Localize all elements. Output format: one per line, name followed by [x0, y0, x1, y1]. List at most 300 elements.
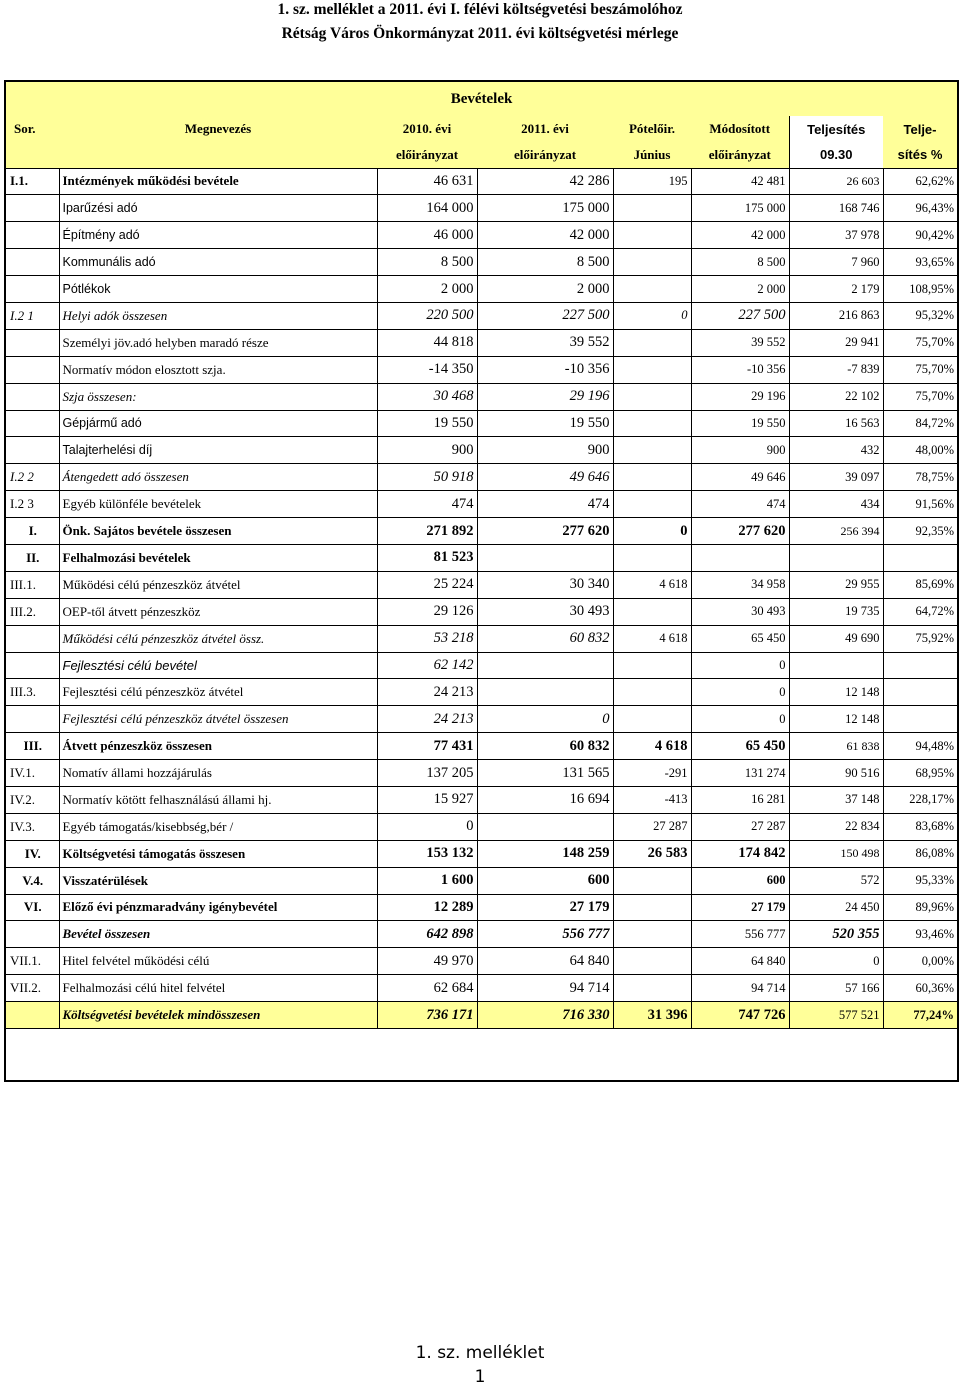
table-row	[6, 867, 957, 894]
table-row	[6, 813, 957, 840]
cell-v2010: 29 126	[377, 598, 477, 625]
table-row	[6, 625, 957, 652]
cell-v2010: 1 600	[377, 867, 477, 894]
cell-pct: 93,46%	[883, 921, 957, 948]
cell-telj: 37 148	[789, 786, 883, 813]
cell-sor	[6, 383, 59, 410]
cell-mod: 65 450	[691, 733, 789, 760]
cell-potel	[613, 437, 691, 464]
cell-sor: VII.2.	[6, 975, 59, 1002]
table-row	[6, 706, 957, 733]
cell-v2011: 60 832	[477, 625, 613, 652]
cell-mod: 27 179	[691, 894, 789, 921]
header-2011-line2: előirányzat	[477, 142, 613, 168]
table-row	[6, 168, 957, 195]
cell-sor: I.2 3	[6, 491, 59, 518]
cell-name: Működési célú pénzeszköz átvétel	[59, 571, 377, 598]
cell-v2010: 153 132	[377, 840, 477, 867]
cell-v2011: 16 694	[477, 786, 613, 813]
cell-sor: V.4.	[6, 867, 59, 894]
cell-v2011: 27 179	[477, 894, 613, 921]
cell-v2010: 12 289	[377, 894, 477, 921]
cell-pct: 0,00%	[883, 948, 957, 975]
cell-sor	[6, 625, 59, 652]
cell-potel: 4 618	[613, 733, 691, 760]
cell-sor	[6, 706, 59, 733]
header-2011-line1: 2011. évi	[477, 116, 613, 142]
cell-v2010: 15 927	[377, 786, 477, 813]
table-row	[6, 894, 957, 921]
cell-pct: 95,33%	[883, 867, 957, 894]
cell-potel: 0	[613, 302, 691, 329]
header-mod-line2: előirányzat	[691, 142, 789, 168]
cell-v2011: 227 500	[477, 302, 613, 329]
cell-telj: 7 960	[789, 249, 883, 276]
cell-telj: 26 603	[789, 168, 883, 195]
cell-sor	[6, 276, 59, 303]
cell-v2010: 44 818	[377, 329, 477, 356]
cell-v2010: 46 000	[377, 222, 477, 249]
cell-v2010: 474	[377, 491, 477, 518]
table-row	[6, 437, 957, 464]
cell-pct	[883, 706, 957, 733]
cell-v2010: 25 224	[377, 571, 477, 598]
cell-v2011: 64 840	[477, 948, 613, 975]
cell-v2010: 271 892	[377, 518, 477, 545]
cell-v2010: 8 500	[377, 249, 477, 276]
header-sor: Sor.	[6, 116, 59, 142]
cell-telj: 216 863	[789, 302, 883, 329]
cell-telj: 22 102	[789, 383, 883, 410]
header-potel-line1: Pótelőir.	[613, 116, 691, 142]
cell-pct	[883, 652, 957, 679]
cell-pct: 60,36%	[883, 975, 957, 1002]
cell-sor	[6, 356, 59, 383]
cell-potel	[613, 249, 691, 276]
cell-v2010: 77 431	[377, 733, 477, 760]
cell-potel: 26 583	[613, 840, 691, 867]
cell-v2010: 19 550	[377, 410, 477, 437]
cell-pct: 77,24%	[883, 1002, 957, 1029]
cell-v2011: 148 259	[477, 840, 613, 867]
cell-pct: 48,00%	[883, 437, 957, 464]
cell-mod: 8 500	[691, 249, 789, 276]
cell-mod: 747 726	[691, 1002, 789, 1029]
cell-name: Intézmények működési bevétele	[59, 168, 377, 195]
cell-name: Helyi adók összesen	[59, 302, 377, 329]
cell-potel	[613, 329, 691, 356]
cell-v2011: 716 330	[477, 1002, 613, 1029]
cell-potel	[613, 921, 691, 948]
table-row	[6, 518, 957, 545]
table-row	[6, 356, 957, 383]
cell-pct: 75,70%	[883, 356, 957, 383]
cell-name: Személyi jöv.adó helyben maradó része	[59, 329, 377, 356]
cell-potel: 31 396	[613, 1002, 691, 1029]
cell-mod: 474	[691, 491, 789, 518]
cell-pct	[883, 544, 957, 571]
cell-potel	[613, 491, 691, 518]
cell-pct: 64,72%	[883, 598, 957, 625]
header-mod-line1: Módosított	[691, 116, 789, 142]
cell-v2010: 81 523	[377, 544, 477, 571]
page-number: 1	[474, 1367, 486, 1387]
cell-pct: 86,08%	[883, 840, 957, 867]
section-title: Bevételek	[6, 82, 957, 116]
cell-name: Átengedett adó összesen	[59, 464, 377, 491]
cell-sor: I.2 2	[6, 464, 59, 491]
cell-pct: 92,35%	[883, 518, 957, 545]
table-row	[6, 410, 957, 437]
table-row	[6, 948, 957, 975]
cell-telj: 19 735	[789, 598, 883, 625]
cell-sor: VI.	[6, 894, 59, 921]
cell-v2011: 131 565	[477, 760, 613, 787]
cell-telj: 434	[789, 491, 883, 518]
cell-potel	[613, 410, 691, 437]
cell-sor: II.	[6, 544, 59, 571]
cell-v2011: 30 493	[477, 598, 613, 625]
table-row	[6, 786, 957, 813]
cell-telj: 22 834	[789, 813, 883, 840]
header-2010-line1: 2010. évi	[377, 116, 477, 142]
cell-v2010: 62 684	[377, 975, 477, 1002]
cell-name: Szja összesen:	[59, 383, 377, 410]
cell-telj: 520 355	[789, 921, 883, 948]
cell-mod: 19 550	[691, 410, 789, 437]
cell-name: Egyéb támogatás/kisebbség,bér /	[59, 813, 377, 840]
header-potel-line2: Június	[613, 142, 691, 168]
cell-name: Egyéb különféle bevételek	[59, 491, 377, 518]
cell-v2010: 642 898	[377, 921, 477, 948]
cell-potel	[613, 948, 691, 975]
cell-telj: 572	[789, 867, 883, 894]
cell-telj	[789, 652, 883, 679]
cell-sor: I.	[6, 518, 59, 545]
cell-mod: 49 646	[691, 464, 789, 491]
cell-name: Működési célú pénzeszköz átvétel össz.	[59, 625, 377, 652]
cell-name: Talajterhelési díj	[59, 437, 377, 464]
cell-mod	[691, 544, 789, 571]
cell-name: Önk. Sajátos bevétele összesen	[59, 518, 377, 545]
cell-potel	[613, 867, 691, 894]
cell-potel: 27 287	[613, 813, 691, 840]
table-row	[6, 383, 957, 410]
cell-telj: 57 166	[789, 975, 883, 1002]
cell-potel	[613, 383, 691, 410]
cell-v2010: 0	[377, 813, 477, 840]
cell-mod: 29 196	[691, 383, 789, 410]
cell-v2011: 175 000	[477, 195, 613, 222]
cell-pct: 68,95%	[883, 760, 957, 787]
cell-mod: 131 274	[691, 760, 789, 787]
cell-v2010: 46 631	[377, 168, 477, 195]
cell-potel	[613, 598, 691, 625]
cell-v2011: -10 356	[477, 356, 613, 383]
cell-telj: 432	[789, 437, 883, 464]
cell-v2011	[477, 679, 613, 706]
cell-potel: -291	[613, 760, 691, 787]
cell-telj: 150 498	[789, 840, 883, 867]
cell-v2011: 900	[477, 437, 613, 464]
cell-potel	[613, 222, 691, 249]
table-row	[6, 544, 957, 571]
cell-v2011: 60 832	[477, 733, 613, 760]
cell-name: Átvett pénzeszköz összesen	[59, 733, 377, 760]
cell-pct: 89,96%	[883, 894, 957, 921]
header-telj-line2: 09.30	[789, 142, 883, 168]
cell-telj: 256 394	[789, 518, 883, 545]
cell-potel	[613, 276, 691, 303]
table-row	[6, 1002, 957, 1029]
cell-v2010: 24 213	[377, 706, 477, 733]
cell-pct: 75,70%	[883, 329, 957, 356]
cell-mod: 175 000	[691, 195, 789, 222]
cell-v2011: 474	[477, 491, 613, 518]
table-row	[6, 975, 957, 1002]
cell-mod: 30 493	[691, 598, 789, 625]
cell-mod: 42 000	[691, 222, 789, 249]
cell-telj: 0	[789, 948, 883, 975]
cell-potel	[613, 975, 691, 1002]
cell-v2011: 19 550	[477, 410, 613, 437]
cell-telj: 29 955	[789, 571, 883, 598]
cell-v2011: 277 620	[477, 518, 613, 545]
cell-sor: III.2.	[6, 598, 59, 625]
cell-sor	[6, 437, 59, 464]
cell-v2011: 8 500	[477, 249, 613, 276]
cell-potel	[613, 652, 691, 679]
cell-mod: 174 842	[691, 840, 789, 867]
cell-name: Építmény adó	[59, 222, 377, 249]
cell-telj: 2 179	[789, 276, 883, 303]
cell-pct: 75,92%	[883, 625, 957, 652]
cell-v2010: 49 970	[377, 948, 477, 975]
cell-pct	[883, 679, 957, 706]
cell-v2011	[477, 544, 613, 571]
cell-name: Előző évi pénzmaradvány igénybevétel	[59, 894, 377, 921]
cell-name: Kommunális adó	[59, 249, 377, 276]
cell-telj	[789, 544, 883, 571]
cell-name: Normatív módon elosztott szja.	[59, 356, 377, 383]
cell-mod: 0	[691, 652, 789, 679]
cell-v2010: 220 500	[377, 302, 477, 329]
cell-telj: 12 148	[789, 679, 883, 706]
cell-name: Normatív kötött felhasználású állami hj.	[59, 786, 377, 813]
table-row	[6, 249, 957, 276]
header-megnevezes: Megnevezés	[59, 116, 377, 142]
cell-sor: I.1.	[6, 168, 59, 195]
cell-mod: 16 281	[691, 786, 789, 813]
cell-v2010: 900	[377, 437, 477, 464]
cell-v2010: 2 000	[377, 276, 477, 303]
cell-mod: 34 958	[691, 571, 789, 598]
cell-sor: III.3.	[6, 679, 59, 706]
table-row	[6, 679, 957, 706]
cell-mod: 42 481	[691, 168, 789, 195]
table-row	[6, 491, 957, 518]
cell-v2010: -14 350	[377, 356, 477, 383]
cell-pct: 93,65%	[883, 249, 957, 276]
cell-v2011: 39 552	[477, 329, 613, 356]
cell-v2010: 164 000	[377, 195, 477, 222]
cell-v2011: 600	[477, 867, 613, 894]
cell-name: Felhalmozási célú hitel felvétel	[59, 975, 377, 1002]
cell-sor: VII.1.	[6, 948, 59, 975]
cell-telj: 168 746	[789, 195, 883, 222]
cell-potel	[613, 544, 691, 571]
cell-v2010: 24 213	[377, 679, 477, 706]
header-2010-line2: előirányzat	[377, 142, 477, 168]
cell-mod: 0	[691, 706, 789, 733]
cell-sor: IV.2.	[6, 786, 59, 813]
cell-v2010: 137 205	[377, 760, 477, 787]
table-row	[6, 464, 957, 491]
cell-sor: IV.3.	[6, 813, 59, 840]
cell-mod: 227 500	[691, 302, 789, 329]
cell-name: Pótlékok	[59, 276, 377, 303]
cell-name: Fejlesztési célú pénzeszköz átvétel összesen	[59, 706, 377, 733]
cell-mod: 39 552	[691, 329, 789, 356]
cell-potel	[613, 356, 691, 383]
table-row	[6, 921, 957, 948]
cell-potel: -413	[613, 786, 691, 813]
cell-potel: 4 618	[613, 625, 691, 652]
header-pct-line2: sítés %	[883, 142, 957, 168]
cell-name: Iparűzési adó	[59, 195, 377, 222]
revenue-table	[6, 82, 957, 1029]
table-row	[6, 652, 957, 679]
cell-pct: 83,68%	[883, 813, 957, 840]
cell-mod: 64 840	[691, 948, 789, 975]
cell-name: Gépjármű adó	[59, 410, 377, 437]
cell-telj: 90 516	[789, 760, 883, 787]
cell-v2011	[477, 813, 613, 840]
cell-pct: 75,70%	[883, 383, 957, 410]
cell-pct: 95,32%	[883, 302, 957, 329]
cell-mod: 27 287	[691, 813, 789, 840]
table-row	[6, 222, 957, 249]
cell-name: OEP-től átvett pénzeszköz	[59, 598, 377, 625]
cell-v2011: 94 714	[477, 975, 613, 1002]
footer-label: 1. sz. melléklet	[415, 1343, 545, 1363]
cell-name: Bevétel összesen	[59, 921, 377, 948]
cell-v2011	[477, 652, 613, 679]
cell-sor	[6, 329, 59, 356]
cell-sor	[6, 652, 59, 679]
cell-v2010: 53 218	[377, 625, 477, 652]
table-row	[6, 195, 957, 222]
cell-sor: I.2 1	[6, 302, 59, 329]
cell-sor	[6, 222, 59, 249]
cell-potel	[613, 464, 691, 491]
cell-telj: 24 450	[789, 894, 883, 921]
cell-pct: 84,72%	[883, 410, 957, 437]
cell-potel	[613, 706, 691, 733]
cell-pct: 85,69%	[883, 571, 957, 598]
cell-v2011: 42 000	[477, 222, 613, 249]
cell-name: Nomatív állami hozzájárulás	[59, 760, 377, 787]
cell-telj: 61 838	[789, 733, 883, 760]
cell-sor	[6, 1002, 59, 1029]
cell-mod: 0	[691, 679, 789, 706]
cell-telj: 16 563	[789, 410, 883, 437]
cell-v2011: 30 340	[477, 571, 613, 598]
cell-name: Hitel felvétel működési célú	[59, 948, 377, 975]
cell-potel	[613, 195, 691, 222]
cell-telj: 39 097	[789, 464, 883, 491]
cell-telj: 49 690	[789, 625, 883, 652]
cell-potel	[613, 894, 691, 921]
cell-v2010: 30 468	[377, 383, 477, 410]
cell-sor	[6, 921, 59, 948]
cell-telj: 12 148	[789, 706, 883, 733]
cell-sor	[6, 195, 59, 222]
cell-potel: 195	[613, 168, 691, 195]
cell-pct: 96,43%	[883, 195, 957, 222]
cell-sor: IV.1.	[6, 760, 59, 787]
cell-v2010: 50 918	[377, 464, 477, 491]
cell-sor: III.1.	[6, 571, 59, 598]
table-row	[6, 733, 957, 760]
table-row	[6, 329, 957, 356]
cell-name: Fejlesztési célú pénzeszköz átvétel	[59, 679, 377, 706]
cell-v2011: 49 646	[477, 464, 613, 491]
cell-pct: 108,95%	[883, 276, 957, 303]
cell-telj: 29 941	[789, 329, 883, 356]
cell-name: Költségvetési bevételek mindösszesen	[59, 1002, 377, 1029]
cell-v2011: 0	[477, 706, 613, 733]
cell-name: Visszatérülések	[59, 867, 377, 894]
table-row	[6, 598, 957, 625]
cell-telj: -7 839	[789, 356, 883, 383]
cell-name: Költségvetési támogatás összesen	[59, 840, 377, 867]
header-pct-line1: Telje-	[883, 116, 957, 142]
cell-sor: III.	[6, 733, 59, 760]
cell-pct: 228,17%	[883, 786, 957, 813]
cell-potel: 4 618	[613, 571, 691, 598]
cell-pct: 78,75%	[883, 464, 957, 491]
doc-title: 1. sz. melléklet a 2011. évi I. félévi költségvetési beszámolóhoz	[277, 1, 683, 18]
cell-v2011: 29 196	[477, 383, 613, 410]
cell-pct: 62,62%	[883, 168, 957, 195]
cell-mod: 556 777	[691, 921, 789, 948]
cell-pct: 94,48%	[883, 733, 957, 760]
cell-mod: 277 620	[691, 518, 789, 545]
cell-pct: 91,56%	[883, 491, 957, 518]
cell-sor: IV.	[6, 840, 59, 867]
cell-v2010: 62 142	[377, 652, 477, 679]
cell-potel: 0	[613, 518, 691, 545]
cell-v2010: 736 171	[377, 1002, 477, 1029]
cell-sor	[6, 249, 59, 276]
cell-mod: 2 000	[691, 276, 789, 303]
cell-mod: -10 356	[691, 356, 789, 383]
table-row	[6, 760, 957, 787]
header-telj-line1: Teljesítés	[789, 116, 883, 142]
cell-v2011: 2 000	[477, 276, 613, 303]
cell-name: Fejlesztési célú bevétel	[59, 652, 377, 679]
cell-mod: 600	[691, 867, 789, 894]
cell-v2011: 42 286	[477, 168, 613, 195]
cell-v2011: 556 777	[477, 921, 613, 948]
table-row	[6, 840, 957, 867]
cell-name: Felhalmozási bevételek	[59, 544, 377, 571]
cell-mod: 900	[691, 437, 789, 464]
table-row	[6, 302, 957, 329]
cell-telj: 577 521	[789, 1002, 883, 1029]
doc-subtitle: Rétság Város Önkormányzat 2011. évi költségvetési mérlege	[281, 25, 679, 42]
